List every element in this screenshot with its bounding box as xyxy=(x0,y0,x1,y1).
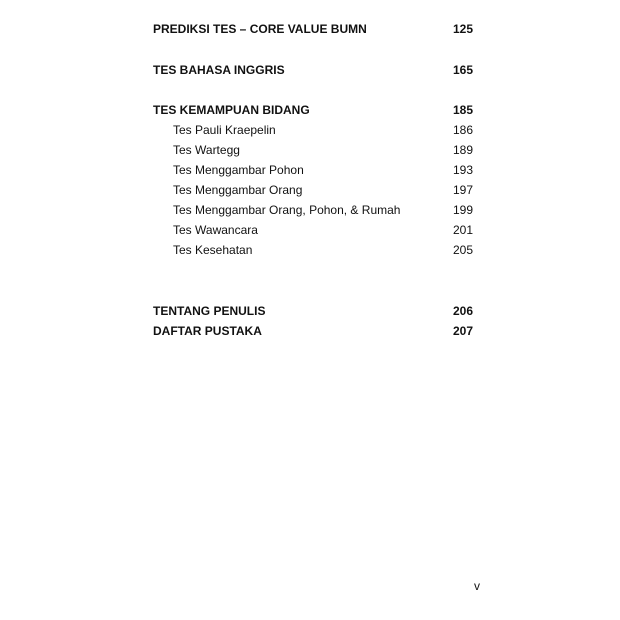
toc-entry-label: Tes Kesehatan xyxy=(173,243,253,257)
toc-entry-page: 165 xyxy=(452,63,473,77)
toc-entry-page: 125 xyxy=(452,22,473,36)
toc-entry-label: Tes Menggambar Pohon xyxy=(173,163,304,177)
toc-entry-label: Tes Wartegg xyxy=(173,143,240,157)
toc-entry-page: 201 xyxy=(452,223,473,237)
toc-entry-page: 193 xyxy=(452,163,473,177)
toc-entry-page: 189 xyxy=(452,143,473,157)
toc-entry-label: PREDIKSI TES – CORE VALUE BUMN xyxy=(153,22,367,36)
toc-entry-prediksi-tes xyxy=(153,19,473,39)
toc-subentry-pauli-kraepelin xyxy=(153,120,473,140)
toc-entry-page: 197 xyxy=(452,183,473,197)
toc-subentry-menggambar-pohon xyxy=(153,160,473,180)
toc-entry-tes-kemampuan-bidang xyxy=(153,100,473,120)
toc-subentry-menggambar-orang xyxy=(153,180,473,200)
toc-entry-page: 185 xyxy=(452,103,473,117)
toc-entry-page: 206 xyxy=(452,304,473,318)
toc-subentry-menggambar-orang-pohon-rumah xyxy=(153,200,473,220)
page-number: v xyxy=(474,579,480,593)
toc-entry-tentang-penulis xyxy=(153,301,473,321)
toc-entry-label: TENTANG PENULIS xyxy=(153,304,266,318)
toc-entry-page: 205 xyxy=(452,243,473,257)
toc-entry-daftar-pustaka xyxy=(153,321,473,341)
toc-entry-label: DAFTAR PUSTAKA xyxy=(153,324,262,338)
toc-entry-label: TES BAHASA INGGRIS xyxy=(153,63,285,77)
toc-subentry-wartegg xyxy=(153,140,473,160)
toc-entry-page: 207 xyxy=(452,324,473,338)
toc-entry-page: 199 xyxy=(452,203,473,217)
toc-subentry-kesehatan xyxy=(153,240,473,260)
toc-entry-page: 186 xyxy=(452,123,473,137)
toc-entry-label: Tes Menggambar Orang xyxy=(173,183,303,197)
toc-entry-label: Tes Menggambar Orang, Pohon, & Rumah xyxy=(173,203,401,217)
toc-entry-label: TES KEMAMPUAN BIDANG xyxy=(153,103,310,117)
toc-entry-label: Tes Pauli Kraepelin xyxy=(173,123,276,137)
toc-subentry-wawancara xyxy=(153,220,473,240)
toc-entry-label: Tes Wawancara xyxy=(173,223,258,237)
toc-entry-tes-bahasa-inggris xyxy=(153,60,473,80)
